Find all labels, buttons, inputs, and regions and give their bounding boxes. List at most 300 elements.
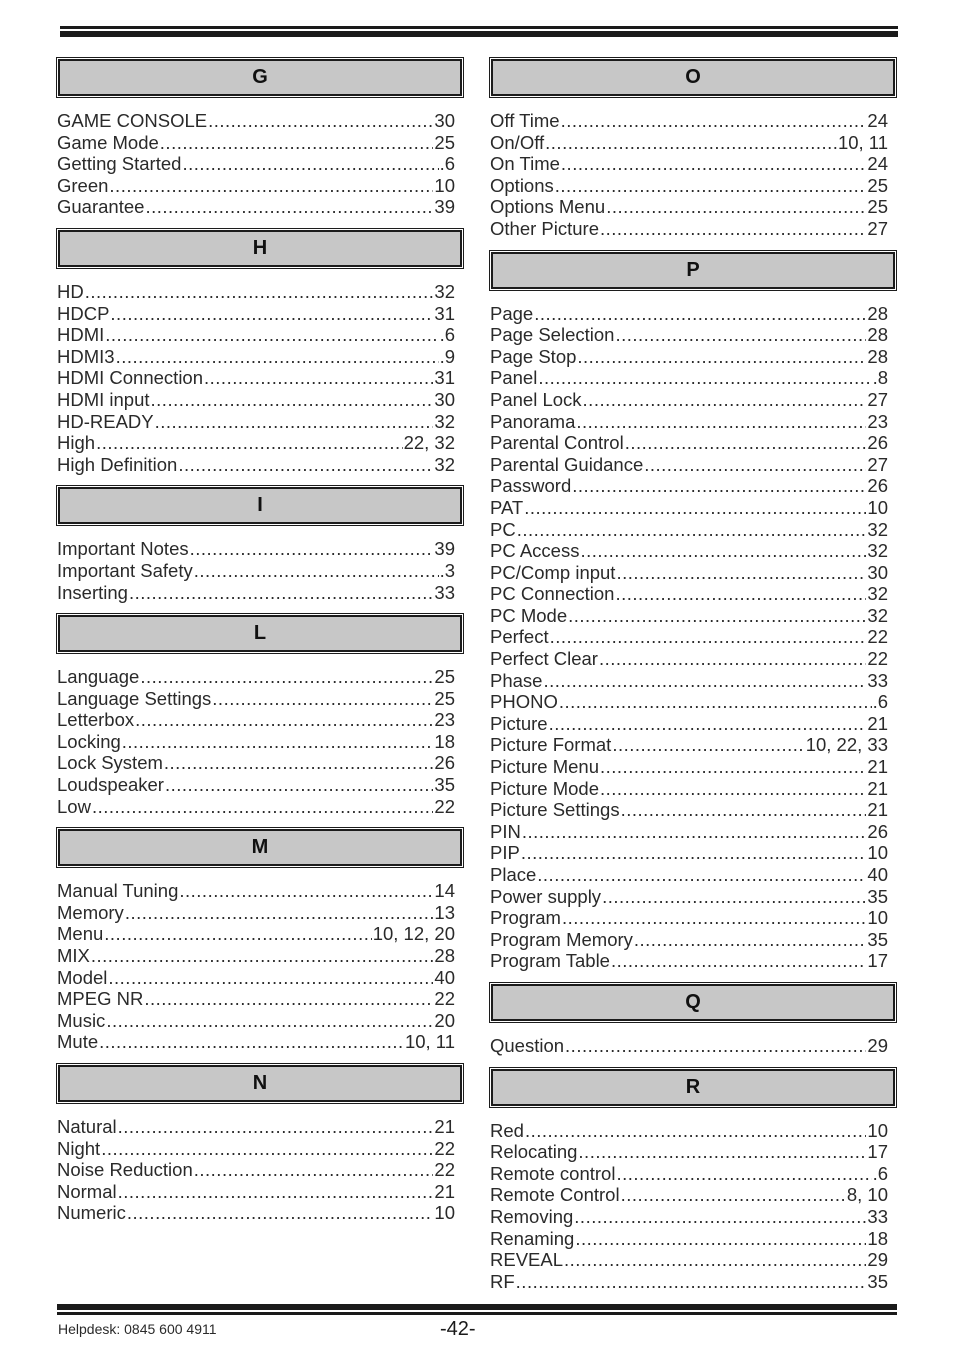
index-entry (490, 583, 896, 605)
entry-term: Power supply (490, 885, 602, 907)
entry-term: Memory (57, 901, 124, 923)
entry-term: Important Safety (57, 559, 193, 581)
entry-term: Getting Started (57, 153, 182, 175)
entry-page-ref: 25 (867, 174, 888, 196)
entry-page-ref: 10, 11 (837, 131, 888, 153)
entry-page-ref: 40 (867, 864, 888, 885)
dot-leader (160, 132, 434, 154)
dot-leader (145, 196, 433, 218)
entry-page-ref: 10 (434, 1202, 455, 1224)
index-entry (57, 538, 463, 560)
index-entry (490, 562, 896, 584)
section-letter-header: N (58, 1065, 462, 1102)
entry-page-ref: 13 (434, 901, 455, 923)
entry-term: Renaming (490, 1227, 575, 1249)
index-entry (490, 670, 896, 692)
index-entry (57, 1010, 463, 1032)
entry-term: Options (490, 174, 554, 196)
dot-leader (96, 432, 403, 454)
entry-term: HDMI (57, 324, 105, 346)
entry-term: RF (490, 1270, 515, 1292)
index-entry (57, 196, 463, 218)
index-entry (490, 475, 896, 497)
entry-page-ref: 10 (867, 496, 888, 518)
index-entry (57, 709, 463, 731)
dot-leader (101, 1138, 433, 1160)
dot-leader (521, 842, 867, 864)
index-entry (490, 1163, 896, 1185)
entry-page-ref: 10, 12, 20 (372, 923, 455, 945)
entry-term: Low (57, 795, 91, 817)
dot-leader (106, 1010, 433, 1032)
index-entry (490, 432, 896, 454)
dot-leader (190, 538, 434, 560)
entry-page-ref: 21 (434, 1116, 455, 1137)
entry-term: HDMI input (57, 388, 150, 410)
index-section-l (57, 615, 463, 817)
entry-page-ref: 25 (434, 131, 455, 153)
index-entry (57, 1116, 463, 1138)
entry-term: Parental Control (490, 432, 624, 454)
entry-term: HDCP (57, 302, 110, 324)
dot-leader (555, 175, 867, 197)
entry-term: Language (57, 666, 140, 688)
entry-page-ref: 10, 22, 33 (805, 734, 888, 756)
entry-term: Noise Reduction (57, 1159, 193, 1181)
index-section-n (57, 1065, 463, 1224)
entry-page-ref: 25 (434, 687, 455, 709)
entry-term: Page Selection (490, 324, 615, 346)
entry-term: Picture (490, 712, 548, 734)
dot-leader (576, 411, 866, 433)
dot-leader (122, 731, 434, 753)
index-entry (57, 902, 463, 924)
entry-page-ref: 33 (867, 1205, 888, 1227)
dot-leader (140, 666, 433, 688)
dot-leader (621, 1184, 846, 1206)
entry-page-ref: 28 (867, 345, 888, 367)
entry-term: Red (490, 1119, 524, 1141)
entry-term: Picture Settings (490, 799, 620, 821)
entry-term: Natural (57, 1116, 117, 1137)
entry-page-ref: 22 (867, 626, 888, 648)
entry-page-ref: 23 (434, 709, 455, 731)
index-entry (57, 281, 463, 303)
entry-page-ref: 20 (434, 1009, 455, 1031)
dot-leader (578, 1141, 866, 1163)
dot-leader (522, 821, 867, 843)
entry-page-ref: 33 (867, 669, 888, 691)
index-entry (490, 756, 896, 778)
entry-page-ref: .6 (439, 153, 455, 175)
entry-term: On/Off (490, 131, 545, 153)
entry-term: Perfect Clear (490, 648, 598, 670)
entry-term: HD-READY (57, 410, 154, 432)
entry-page-ref: 26 (867, 475, 888, 497)
entry-page-ref: 27 (867, 453, 888, 475)
index-section-q (490, 984, 896, 1057)
entry-page-ref: 10 (867, 907, 888, 929)
index-entry (57, 411, 463, 433)
dot-leader (165, 774, 433, 796)
dot-leader (125, 902, 434, 924)
entry-term: GAME CONSOLE (57, 110, 208, 131)
index-entry (490, 1228, 896, 1250)
entry-term: Numeric (57, 1202, 126, 1224)
entry-term: Picture Mode (490, 777, 599, 799)
entry-term: MPEG NR (57, 988, 144, 1010)
index-entry (57, 666, 463, 688)
entry-page-ref: 8, 10 (846, 1184, 888, 1206)
index-entry (490, 497, 896, 519)
section-letter-header: H (58, 230, 462, 267)
entry-page-ref: 26 (434, 752, 455, 774)
entry-page-ref: 35 (867, 885, 888, 907)
entry-page-ref: 23 (867, 410, 888, 432)
index-entry (490, 1271, 896, 1293)
dot-leader (178, 454, 433, 476)
dot-leader (118, 1116, 434, 1138)
index-entry (57, 796, 463, 818)
dot-leader (550, 626, 867, 648)
dot-leader (644, 454, 866, 476)
index-entry (57, 774, 463, 796)
entry-term: Lock System (57, 752, 163, 774)
entry-term: Remote control (490, 1162, 616, 1184)
dot-leader (517, 519, 867, 541)
dot-leader (615, 324, 866, 346)
index-entry (490, 1141, 896, 1163)
index-entry (490, 605, 896, 627)
index-entry (490, 626, 896, 648)
index-entry (490, 519, 896, 541)
entry-term: PAT (490, 496, 524, 518)
index-entry (57, 389, 463, 411)
entry-term: Program Table (490, 950, 610, 972)
index-entry (490, 821, 896, 843)
dot-leader (545, 132, 837, 154)
index-entry (57, 688, 463, 710)
dot-leader (127, 1202, 434, 1224)
dot-leader (621, 799, 867, 821)
index-entry (57, 1138, 463, 1160)
index-entry (57, 1031, 463, 1053)
dot-leader (194, 560, 439, 582)
entry-term: Panel Lock (490, 388, 582, 410)
dot-leader (129, 582, 433, 604)
index-entry (57, 1202, 463, 1224)
index-entry (490, 799, 896, 821)
index-entry (57, 110, 463, 132)
entry-term: Guarantee (57, 196, 145, 218)
entry-page-ref: 27 (867, 388, 888, 410)
entry-term: Relocating (490, 1141, 578, 1163)
entry-page-ref: 18 (867, 1227, 888, 1249)
entry-term: Panel (490, 367, 538, 389)
dot-leader (549, 713, 867, 735)
entry-term: PC Access (490, 540, 580, 562)
entry-page-ref: 22, 32 (403, 432, 455, 454)
dot-leader (543, 670, 866, 692)
entry-term: Letterbox (57, 709, 135, 731)
entry-term: HD (57, 280, 84, 302)
entry-page-ref: 32 (434, 453, 455, 475)
entry-page-ref: 31 (434, 302, 455, 324)
entry-page-ref: 25 (434, 666, 455, 688)
dot-leader (634, 929, 867, 951)
entry-term: HDMI3 (57, 345, 115, 367)
dot-leader (580, 540, 866, 562)
entry-term: Panorama (490, 410, 576, 432)
section-letter-header: I (58, 487, 462, 524)
entry-term: Password (490, 475, 572, 497)
dot-leader (615, 583, 866, 605)
entry-page-ref: 27 (867, 217, 888, 239)
entry-page-ref: 39 (434, 196, 455, 218)
entry-page-ref: 40 (434, 966, 455, 988)
dot-leader (534, 303, 866, 325)
dot-leader (612, 734, 804, 756)
index-entry (490, 411, 896, 433)
index-entry (57, 132, 463, 154)
index-entry (57, 582, 463, 604)
index-entry (490, 175, 896, 197)
dot-leader (574, 1206, 866, 1228)
dot-leader (561, 110, 867, 132)
dot-leader (144, 988, 433, 1010)
entry-page-ref: .6 (439, 324, 455, 346)
dot-leader (575, 1228, 866, 1250)
index-entry (490, 367, 896, 389)
index-entry (57, 175, 463, 197)
dot-leader (99, 1031, 404, 1053)
dot-leader (104, 923, 371, 945)
entry-term: Question (490, 1034, 565, 1056)
index-entry (490, 864, 896, 886)
entry-term: PC Connection (490, 583, 615, 605)
entry-term: Removing (490, 1205, 574, 1227)
index-entry (57, 303, 463, 325)
dot-leader (564, 1249, 866, 1271)
entry-term: PHONO (490, 691, 558, 713)
entry-term: Place (490, 864, 537, 885)
dot-leader (616, 1163, 871, 1185)
entry-page-ref: 21 (434, 1180, 455, 1202)
index-entry (490, 196, 896, 218)
entry-term: Loudspeaker (57, 774, 164, 796)
entry-term: Page Stop (490, 345, 577, 367)
index-section-g (57, 59, 463, 218)
dot-leader (600, 756, 866, 778)
entry-term: Off Time (490, 110, 560, 131)
entry-page-ref: 35 (867, 928, 888, 950)
index-section-p (490, 252, 896, 972)
entry-term: Picture Format (490, 734, 612, 756)
entry-page-ref: 32 (434, 410, 455, 432)
dot-leader (208, 110, 433, 132)
index-entry (490, 303, 896, 325)
entry-page-ref: .8 (872, 367, 888, 389)
entry-page-ref: 21 (867, 756, 888, 778)
section-letter-header: Q (491, 984, 895, 1021)
entry-term: High Definition (57, 453, 178, 475)
index-section-o (490, 59, 896, 240)
dot-leader (182, 153, 438, 175)
index-entry (490, 1120, 896, 1142)
entry-term: Night (57, 1137, 101, 1159)
index-entry (57, 367, 463, 389)
entry-term: HDMI Connection (57, 367, 204, 389)
entry-page-ref: 18 (434, 730, 455, 752)
index-entry (490, 346, 896, 368)
dot-leader (151, 389, 434, 411)
index-entry (57, 731, 463, 753)
index-entry (490, 929, 896, 951)
entry-page-ref: 24 (867, 153, 888, 175)
dot-leader (565, 1035, 866, 1057)
index-entry (490, 132, 896, 154)
dot-leader (91, 945, 434, 967)
entry-page-ref: 28 (434, 945, 455, 967)
dot-leader (600, 218, 866, 240)
entry-term: Page (490, 302, 534, 324)
entry-term: Manual Tuning (57, 880, 179, 902)
dot-leader (625, 432, 867, 454)
dot-leader (118, 1181, 434, 1203)
entry-page-ref: 10 (867, 842, 888, 864)
index-column-right (490, 58, 896, 1304)
entry-page-ref: 10 (434, 174, 455, 196)
dot-leader (606, 196, 866, 218)
entry-page-ref: 31 (434, 367, 455, 389)
entry-page-ref: 21 (867, 777, 888, 799)
entry-page-ref: 32 (867, 583, 888, 605)
entry-page-ref: 22 (434, 988, 455, 1010)
entry-page-ref: 22 (434, 1159, 455, 1181)
index-section-h (57, 230, 463, 475)
dot-leader (600, 778, 866, 800)
entry-term: PC Mode (490, 604, 568, 626)
entry-page-ref: .6 (872, 691, 888, 713)
entry-term: Inserting (57, 581, 128, 603)
index-section-i (57, 487, 463, 603)
entry-page-ref: 22 (434, 1137, 455, 1159)
entry-page-ref: 32 (867, 540, 888, 562)
entry-page-ref: 30 (867, 561, 888, 583)
entry-term: Picture Menu (490, 756, 599, 778)
entry-page-ref: 35 (867, 1270, 888, 1292)
dot-leader (212, 688, 433, 710)
entry-term: PC (490, 518, 516, 540)
entry-page-ref: 33 (434, 581, 455, 603)
index-entry (490, 713, 896, 735)
index-entry (490, 778, 896, 800)
entry-term: MIX (57, 945, 90, 967)
index-entry (490, 389, 896, 411)
dot-leader (538, 367, 871, 389)
dot-leader (105, 324, 438, 346)
entry-page-ref: 10 (867, 1119, 888, 1141)
entry-page-ref: 22 (434, 795, 455, 817)
entry-term: Parental Guidance (490, 453, 644, 475)
entry-page-ref: .9 (439, 345, 455, 367)
entry-term: High (57, 432, 96, 454)
entry-term: Important Notes (57, 538, 189, 560)
entry-page-ref: 24 (867, 110, 888, 131)
entry-term: Green (57, 174, 109, 196)
entry-term: Normal (57, 1180, 117, 1202)
entry-term: PIN (490, 820, 521, 842)
entry-page-ref: .3 (439, 559, 455, 581)
index-entry (57, 454, 463, 476)
index-entry (57, 752, 463, 774)
index-entry (57, 880, 463, 902)
dot-leader (110, 303, 433, 325)
dot-leader (109, 175, 433, 197)
entry-page-ref: 26 (867, 820, 888, 842)
dot-leader (116, 346, 439, 368)
entry-page-ref: 25 (867, 196, 888, 218)
entry-page-ref: 10, 11 (404, 1031, 455, 1053)
entry-term: REVEAL (490, 1249, 564, 1271)
helpdesk-text: Helpdesk: 0845 600 4911 (58, 1321, 217, 1337)
entry-page-ref: 32 (434, 280, 455, 302)
index-section-r (490, 1069, 896, 1293)
entry-page-ref: 29 (867, 1034, 888, 1056)
index-column-left (57, 58, 463, 1236)
entry-page-ref: 29 (867, 1249, 888, 1271)
dot-leader (204, 367, 433, 389)
entry-term: Other Picture (490, 217, 599, 239)
dot-leader (572, 475, 866, 497)
dot-leader (602, 886, 866, 908)
entry-page-ref: 30 (434, 110, 455, 131)
index-entry (57, 153, 463, 175)
entry-term: Menu (57, 923, 104, 945)
entry-term: PIP (490, 842, 520, 864)
bottom-rule (57, 1304, 897, 1315)
entry-term: Program Memory (490, 928, 633, 950)
index-entry (490, 950, 896, 972)
index-entry (57, 324, 463, 346)
entry-term: Music (57, 1009, 106, 1031)
dot-leader (524, 497, 866, 519)
entry-page-ref: .6 (872, 1162, 888, 1184)
index-entry (490, 1249, 896, 1271)
entry-page-ref: 30 (434, 388, 455, 410)
index-entry (490, 153, 896, 175)
entry-page-ref: 17 (867, 950, 888, 972)
entry-page-ref: 28 (867, 324, 888, 346)
entry-page-ref: 39 (434, 538, 455, 560)
top-rule (60, 26, 898, 37)
entry-page-ref: 28 (867, 302, 888, 324)
dot-leader (525, 1120, 866, 1142)
index-entry (490, 1184, 896, 1206)
entry-page-ref: 21 (867, 799, 888, 821)
dot-leader (155, 411, 434, 433)
index-entry (490, 734, 896, 756)
entry-page-ref: 21 (867, 712, 888, 734)
entry-term: PC/Comp input (490, 561, 616, 583)
entry-page-ref: 17 (867, 1141, 888, 1163)
index-entry (490, 1035, 896, 1057)
dot-leader (194, 1159, 434, 1181)
entry-page-ref: 26 (867, 432, 888, 454)
entry-term: Perfect (490, 626, 549, 648)
entry-term: Game Mode (57, 131, 159, 153)
entry-term: Options Menu (490, 196, 606, 218)
